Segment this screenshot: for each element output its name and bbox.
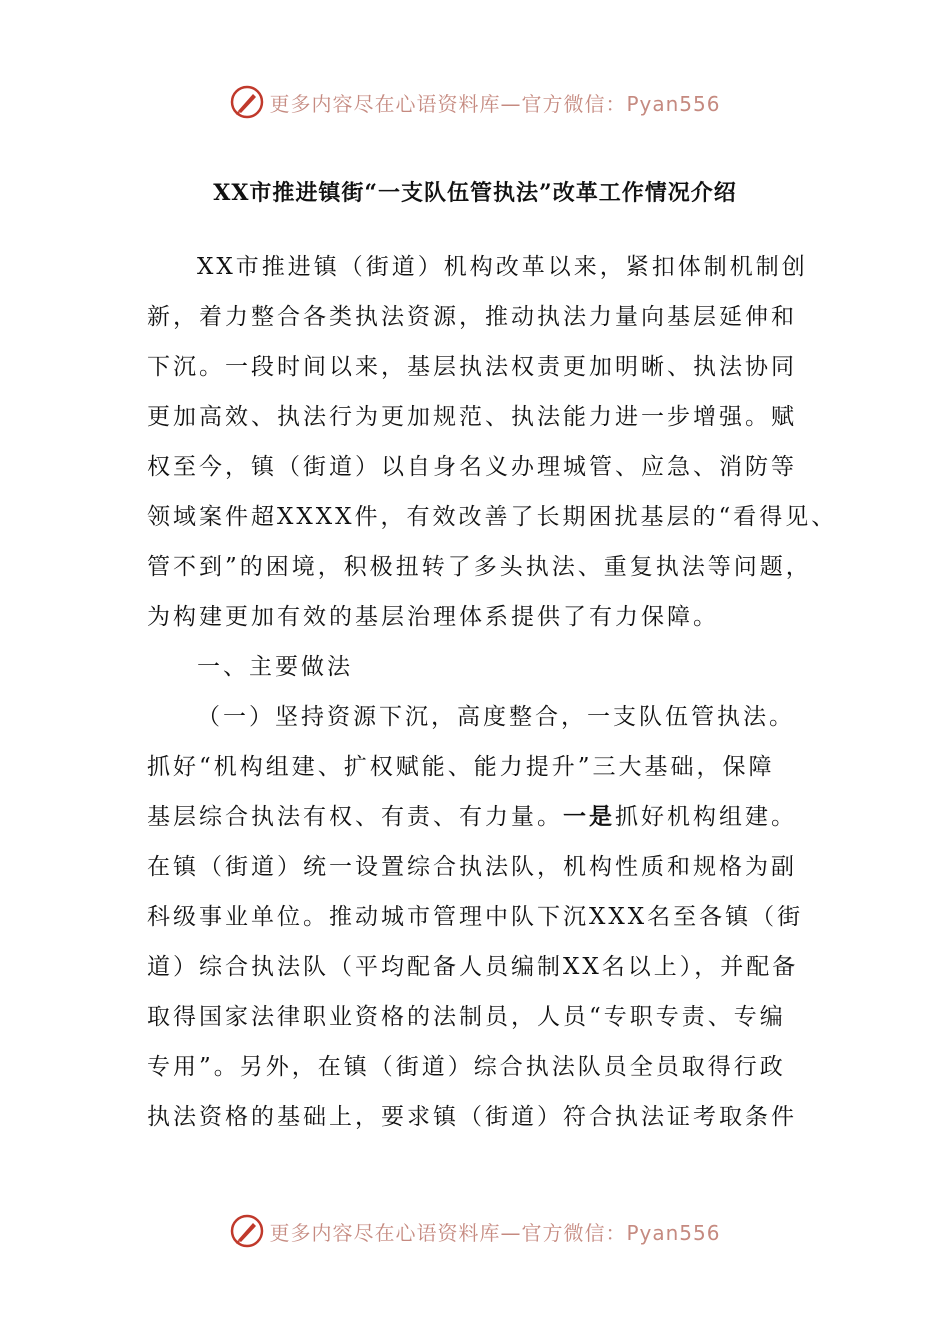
text-line: 科级事业单位。推动城市管理中队下沉XXX名至各镇（街	[147, 904, 804, 930]
text-line: 权至今，镇（街道）以自身名义办理城管、应急、消防等	[147, 454, 797, 480]
subsection-paragraph	[147, 692, 817, 1142]
text-line: 管不到”的困境，积极扭转了多头执法、重复执法等问题，	[147, 554, 812, 580]
document-body	[147, 242, 838, 1142]
text-segment: 抓好机构组建。	[615, 804, 797, 830]
text-line: 抓好“机构组建、扩权赋能、能力提升”三大基础，保障	[147, 754, 775, 780]
text-line: 取得国家法律职业资格的法制员，人员“专职专责、专编	[147, 1004, 786, 1030]
text-line: 下沉。一段时间以来，基层执法权责更加明晰、执法协同	[147, 354, 797, 380]
text-line: 为构建更加有效的基层治理体系提供了有力保障。	[147, 604, 719, 630]
text-line: 新，着力整合各类执法资源，推动执法力量向基层延伸和	[147, 304, 797, 330]
text-line: XX市推进镇（街道）机构改革以来，紧扣体制机制创	[197, 254, 808, 280]
text-line: 执法资格的基础上，要求镇（街道）符合执法证考取条件	[147, 1104, 797, 1130]
text-line: 在镇（街道）统一设置综合执法队，机构性质和规格为副	[147, 854, 797, 880]
text-segment: 基层综合执法有权、有责、有力量。	[147, 804, 563, 830]
section-heading-text: 一、主要做法	[197, 654, 353, 680]
text-line-mixed	[147, 792, 817, 842]
document-title: XX市推进镇街“一支队伍管执法”改革工作情况介绍	[213, 180, 737, 206]
pen-circle-icon	[229, 84, 265, 120]
watermark-text: 更多内容尽在心语资料库—官方微信：Pyan556	[269, 1220, 721, 1245]
watermark-text: 更多内容尽在心语资料库—官方微信：Pyan556	[269, 91, 721, 116]
watermark-banner-top	[0, 80, 950, 124]
watermark-banner-bottom	[0, 1209, 950, 1253]
bold-keyword: 一是	[563, 803, 615, 830]
section-heading	[147, 642, 817, 692]
pen-circle-icon	[229, 1213, 265, 1249]
intro-paragraph	[147, 242, 838, 642]
text-line: 道）综合执法队（平均配备人员编制XX名以上），并配备	[147, 954, 799, 980]
subsection-heading-line: （一）坚持资源下沉，高度整合，一支队伍管执法。	[197, 704, 795, 730]
text-line: 领域案件超XXXX件，有效改善了长期困扰基层的“看得见、	[147, 504, 838, 530]
text-line: 更加高效、执法行为更加规范、执法能力进一步增强。赋	[147, 404, 797, 430]
text-line: 专用”。另外，在镇（街道）综合执法队员全员取得行政	[147, 1054, 786, 1080]
